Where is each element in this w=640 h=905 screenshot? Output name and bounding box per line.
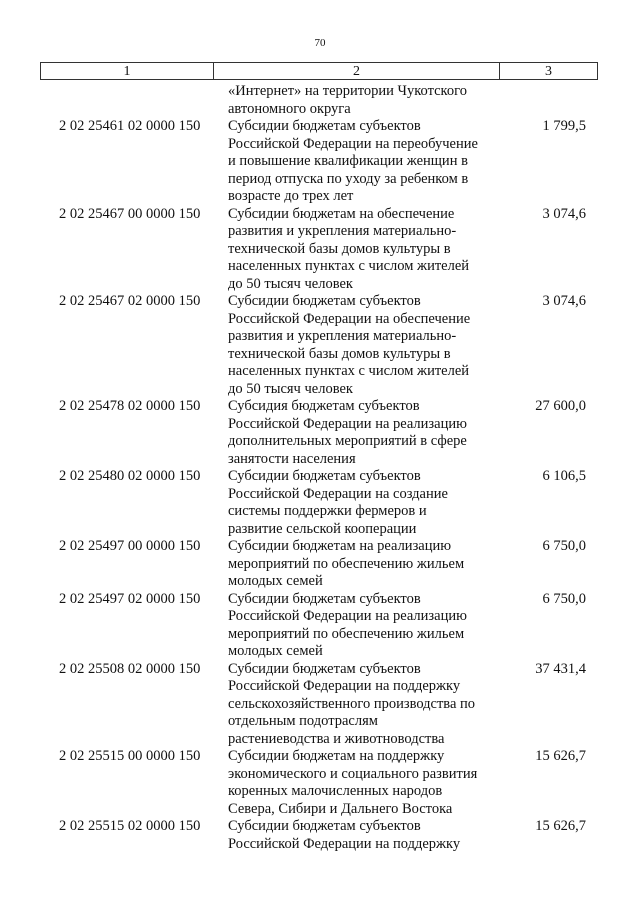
description bbox=[228, 748, 518, 818]
description-line: период отпуска по уходу за ребенком в bbox=[228, 170, 469, 187]
description bbox=[228, 293, 518, 398]
description-line: Российской Федерации на поддержку bbox=[228, 835, 461, 852]
table-row bbox=[40, 818, 598, 853]
description-line: Субсидии бюджетам субъектов bbox=[228, 590, 421, 607]
description bbox=[228, 83, 518, 118]
budget-code: 2 02 25467 02 0000 150 bbox=[59, 293, 201, 309]
budget-code: 2 02 25467 00 0000 150 bbox=[59, 205, 201, 222]
description-line: Субсидии бюджетам субъектов bbox=[228, 293, 421, 309]
amount: 6 750,0 bbox=[542, 538, 586, 554]
description-line: Российской Федерации на обеспечение bbox=[228, 310, 471, 327]
amount: 3 074,6 bbox=[542, 205, 586, 222]
description-line: развитие сельской кооперации bbox=[228, 520, 417, 537]
header-col-2: 2 bbox=[214, 63, 500, 79]
description-line: мероприятий по обеспечению жильем bbox=[228, 625, 465, 642]
description-line: системы поддержки фермеров и bbox=[228, 503, 427, 519]
table-row bbox=[40, 206, 598, 294]
budget-code: 2 02 25480 02 0000 150 bbox=[59, 468, 201, 484]
description-line: сельскохозяйственного производства по bbox=[228, 695, 476, 712]
description-line: развития и укрепления материально- bbox=[228, 223, 457, 239]
description-line: коренных малочисленных народов bbox=[228, 783, 443, 799]
description-line: отдельным подотраслям bbox=[228, 713, 378, 729]
amount: 6 106,5 bbox=[542, 468, 586, 484]
description-line: мероприятий по обеспечению жильем bbox=[228, 555, 465, 572]
table-row bbox=[40, 748, 598, 818]
description-line: до 50 тысяч человек bbox=[228, 275, 353, 292]
budget-code: 2 02 25497 00 0000 150 bbox=[59, 538, 201, 554]
description-line: возрасте до трех лет bbox=[228, 188, 354, 204]
description-line: Российской Федерации на реализацию bbox=[228, 415, 467, 432]
amount: 15 626,7 bbox=[535, 748, 586, 764]
budget-code: 2 02 25497 02 0000 150 bbox=[59, 590, 201, 607]
description-line: технической базы домов культуры в bbox=[228, 345, 451, 362]
budget-code bbox=[40, 83, 228, 118]
description-line: Субсидии бюджетам субъектов bbox=[228, 118, 421, 134]
description-line: населенных пунктах с числом жителей bbox=[228, 363, 470, 379]
description bbox=[228, 591, 518, 661]
amount: 37 431,4 bbox=[535, 660, 586, 677]
table-row bbox=[40, 468, 598, 538]
description bbox=[228, 206, 518, 294]
description-line: Российской Федерации на создание bbox=[228, 485, 448, 502]
budget-code: 2 02 25515 00 0000 150 bbox=[59, 748, 201, 764]
table-row bbox=[40, 538, 598, 591]
table-row bbox=[40, 661, 598, 749]
budget-code: 2 02 25478 02 0000 150 bbox=[59, 398, 201, 414]
description-line: Субсидии бюджетам на обеспечение bbox=[228, 205, 455, 222]
description bbox=[228, 118, 518, 206]
amount: 15 626,7 bbox=[535, 818, 586, 834]
amount: 27 600,0 bbox=[535, 398, 586, 414]
description-line: Субсидии бюджетам субъектов bbox=[228, 660, 421, 677]
description-line: экономического и социального развития bbox=[228, 765, 478, 782]
description-line: Российской Федерации на реализацию bbox=[228, 608, 467, 624]
description-line: и повышение квалификации женщин в bbox=[228, 153, 468, 169]
description bbox=[228, 468, 518, 538]
description-line: автономного округа bbox=[228, 100, 351, 117]
description bbox=[228, 661, 518, 749]
amount bbox=[518, 83, 598, 118]
table-row bbox=[40, 591, 598, 661]
description-line: Субсидии бюджетам на реализацию bbox=[228, 538, 452, 554]
description-line: растениеводства и животноводства bbox=[228, 730, 445, 747]
page-number: 70 bbox=[314, 37, 326, 49]
description-line: Субсидии бюджетам субъектов bbox=[228, 818, 421, 834]
description-line: Севера, Сибири и Дальнего Востока bbox=[228, 800, 453, 817]
description-line: молодых семей bbox=[228, 643, 323, 659]
header-col-3: 3 bbox=[545, 64, 552, 79]
table-row bbox=[40, 293, 598, 398]
description-line: Российской Федерации на поддержку bbox=[228, 678, 461, 694]
table-row bbox=[40, 398, 598, 468]
description bbox=[228, 538, 518, 591]
description-line: Субсидия бюджетам субъектов bbox=[228, 398, 420, 414]
header-col-1: 1 bbox=[41, 63, 214, 79]
description-line: Российской Федерации на переобучение bbox=[228, 135, 478, 152]
description-line: Субсидии бюджетам на поддержку bbox=[228, 748, 445, 764]
description-line: Субсидии бюджетам субъектов bbox=[228, 468, 421, 484]
table-header bbox=[40, 62, 598, 80]
amount: 3 074,6 bbox=[542, 293, 586, 309]
amount: 6 750,0 bbox=[542, 590, 586, 607]
amount: 1 799,5 bbox=[542, 118, 586, 134]
budget-code: 2 02 25461 02 0000 150 bbox=[59, 118, 201, 134]
budget-code: 2 02 25515 02 0000 150 bbox=[59, 818, 201, 834]
description bbox=[228, 398, 518, 468]
description-line: населенных пунктах с числом жителей bbox=[228, 258, 470, 274]
table-row bbox=[40, 83, 598, 118]
description-line: развития и укрепления материально- bbox=[228, 328, 457, 344]
budget-code: 2 02 25508 02 0000 150 bbox=[59, 660, 201, 677]
description-line: дополнительных мероприятий в сфере bbox=[228, 433, 467, 449]
description-line: до 50 тысяч человек bbox=[228, 380, 353, 397]
description-line: технической базы домов культуры в bbox=[228, 240, 451, 257]
description bbox=[228, 818, 518, 853]
description-line: занятости населения bbox=[228, 450, 356, 467]
description-line: «Интернет» на территории Чукотского bbox=[228, 83, 467, 99]
table-row bbox=[40, 118, 598, 206]
description-line: молодых семей bbox=[228, 573, 323, 589]
table-body bbox=[40, 83, 598, 853]
